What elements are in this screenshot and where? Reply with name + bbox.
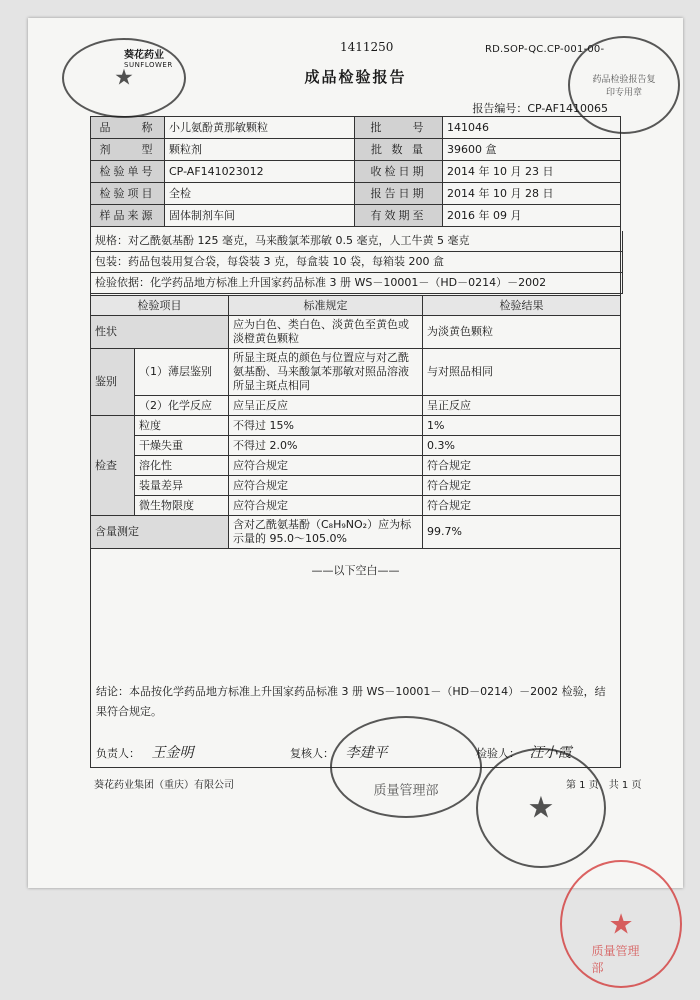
sub-item: 微生物限度: [135, 496, 229, 516]
results-table: [90, 295, 621, 549]
table-row: [91, 456, 621, 476]
star-icon: ★: [114, 65, 134, 91]
info-value: 39600 盒: [443, 139, 621, 161]
info-value: 颗粒剂: [165, 139, 355, 161]
info-row: [91, 161, 621, 183]
info-label: 检验单号: [91, 161, 165, 183]
std-cell: 所显主斑点的颜色与位置应与对乙酰氨基酚、马来酸氯苯那敏对照品溶液所显主斑点相同: [229, 349, 423, 396]
info-value: CP-AF141023012: [165, 161, 355, 183]
info-label: 报告日期: [355, 183, 443, 205]
table-row: [91, 396, 621, 416]
std-xingzhuang: 应为白色、类白色、淡黄色至黄色或淡橙黄色颗粒: [229, 316, 423, 349]
res-cell: 0.3%: [423, 436, 621, 456]
std-hanliang: 含对乙酰氨基酚（C₈H₉NO₂）应为标示量的 95.0～105.0%: [229, 516, 423, 549]
std-cell: 应符合规定: [229, 476, 423, 496]
std-cell: 应符合规定: [229, 496, 423, 516]
info-label: 检验项目: [91, 183, 165, 205]
info-value: 141046: [443, 117, 621, 139]
info-row: [91, 205, 621, 227]
info-value: 小儿氨酚黄那敏颗粒: [165, 117, 355, 139]
report-number: 报告编号：CP-AF1410065: [472, 102, 608, 115]
table-row: [91, 476, 621, 496]
table-row: [91, 416, 621, 436]
company-name: 葵花药业集团（重庆）有限公司: [94, 780, 234, 791]
info-row: [91, 117, 621, 139]
sub-item: 溶化性: [135, 456, 229, 476]
info-row: [91, 139, 621, 161]
bottom-right-stamp: [476, 748, 606, 868]
basis-line: 检验依据：化学药品地方标准上升国家药品标准 3 册 WS－10001－（HD－0214）－2002: [90, 273, 623, 294]
conclusion: 结论：本品按化学药品地方标准上升国家药品标准 3 册 WS－10001－（HD－0214）－2002 检验，结果符合规定。: [96, 685, 606, 718]
table-row: [91, 349, 621, 396]
res-cell: 符合规定: [423, 456, 621, 476]
reviewer-signature: 复核人： 李建平: [290, 745, 388, 761]
item-jianbie: 鉴别: [91, 349, 135, 416]
info-value: 2014 年 10 月 28 日: [443, 183, 621, 205]
info-label: 批 数 量: [355, 139, 443, 161]
inspector-signature: 检验人： 汪小霞: [476, 745, 572, 761]
package-line: 包装：药品包装用复合袋，每袋装 3 克，每盒装 10 袋，每箱装 200 盒: [90, 252, 623, 273]
info-label: 收检日期: [355, 161, 443, 183]
results-header-row: [91, 296, 621, 316]
top-left-stamp: [62, 38, 186, 118]
info-value: 2014 年 10 月 23 日: [443, 161, 621, 183]
info-value: 2016 年 09 月: [443, 205, 621, 227]
handwritten-date: 1411250: [340, 40, 394, 54]
company-logo: 葵花药业 SUNFLOWER: [124, 50, 173, 69]
info-label: 批 号: [355, 117, 443, 139]
table-row: [91, 436, 621, 456]
top-right-stamp: 药品检验报告复印专用章: [568, 36, 680, 134]
spec-line: 规格：对乙酰氨基酚 125 毫克，马来酸氯苯那敏 0.5 毫克，人工牛黄 5 毫克: [90, 231, 623, 252]
star-icon: ★: [527, 790, 555, 826]
std-cell: 应呈正反应: [229, 396, 423, 416]
std-cell: 不得过 15%: [229, 416, 423, 436]
header-standard: 标准规定: [229, 296, 423, 316]
table-row: [91, 496, 621, 516]
document-code: RD.SOP-QC.CP-001-00-: [485, 44, 605, 55]
table-row: [91, 316, 621, 349]
info-value: 固体制剂车间: [165, 205, 355, 227]
info-table: [90, 116, 621, 227]
red-quality-stamp: ★ 质量管理部: [560, 860, 682, 988]
info-row: [91, 183, 621, 205]
sub-item: （1）薄层鉴别: [135, 349, 229, 396]
info-label: 有效期至: [355, 205, 443, 227]
info-label: 样品来源: [91, 205, 165, 227]
res-cell: 符合规定: [423, 496, 621, 516]
res-cell: 与对照品相同: [423, 349, 621, 396]
quality-dept-stamp: 质量管理部: [330, 716, 482, 818]
sub-item: 干燥失重: [135, 436, 229, 456]
info-label: 品 称: [91, 117, 165, 139]
star-icon: ★: [608, 907, 634, 941]
item-jiancha: 检查: [91, 416, 135, 516]
sub-item: 装量差异: [135, 476, 229, 496]
sub-item: 粒度: [135, 416, 229, 436]
std-cell: 应符合规定: [229, 456, 423, 476]
res-cell: 呈正反应: [423, 396, 621, 416]
res-cell: 1%: [423, 416, 621, 436]
table-row: [91, 516, 621, 549]
std-cell: 不得过 2.0%: [229, 436, 423, 456]
info-label: 剂 型: [91, 139, 165, 161]
res-xingzhuang: 为淡黄色颗粒: [423, 316, 621, 349]
sub-item: （2）化学反应: [135, 396, 229, 416]
info-value: 全检: [165, 183, 355, 205]
item-hanliang: 含量测定: [91, 516, 229, 549]
report-sheet: [28, 18, 683, 888]
responsible-signature: 负责人： 王金明: [96, 745, 194, 761]
header-item: 检验项目: [91, 296, 229, 316]
res-hanliang: 99.7%: [423, 516, 621, 549]
blank-marker: ——以下空白——: [311, 564, 400, 577]
res-cell: 符合规定: [423, 476, 621, 496]
item-xingzhuang: 性状: [91, 316, 229, 349]
report-title: 成品检验报告: [304, 68, 407, 86]
header-result: 检验结果: [423, 296, 621, 316]
page-number: 第 1 页 共 1 页: [566, 780, 642, 791]
